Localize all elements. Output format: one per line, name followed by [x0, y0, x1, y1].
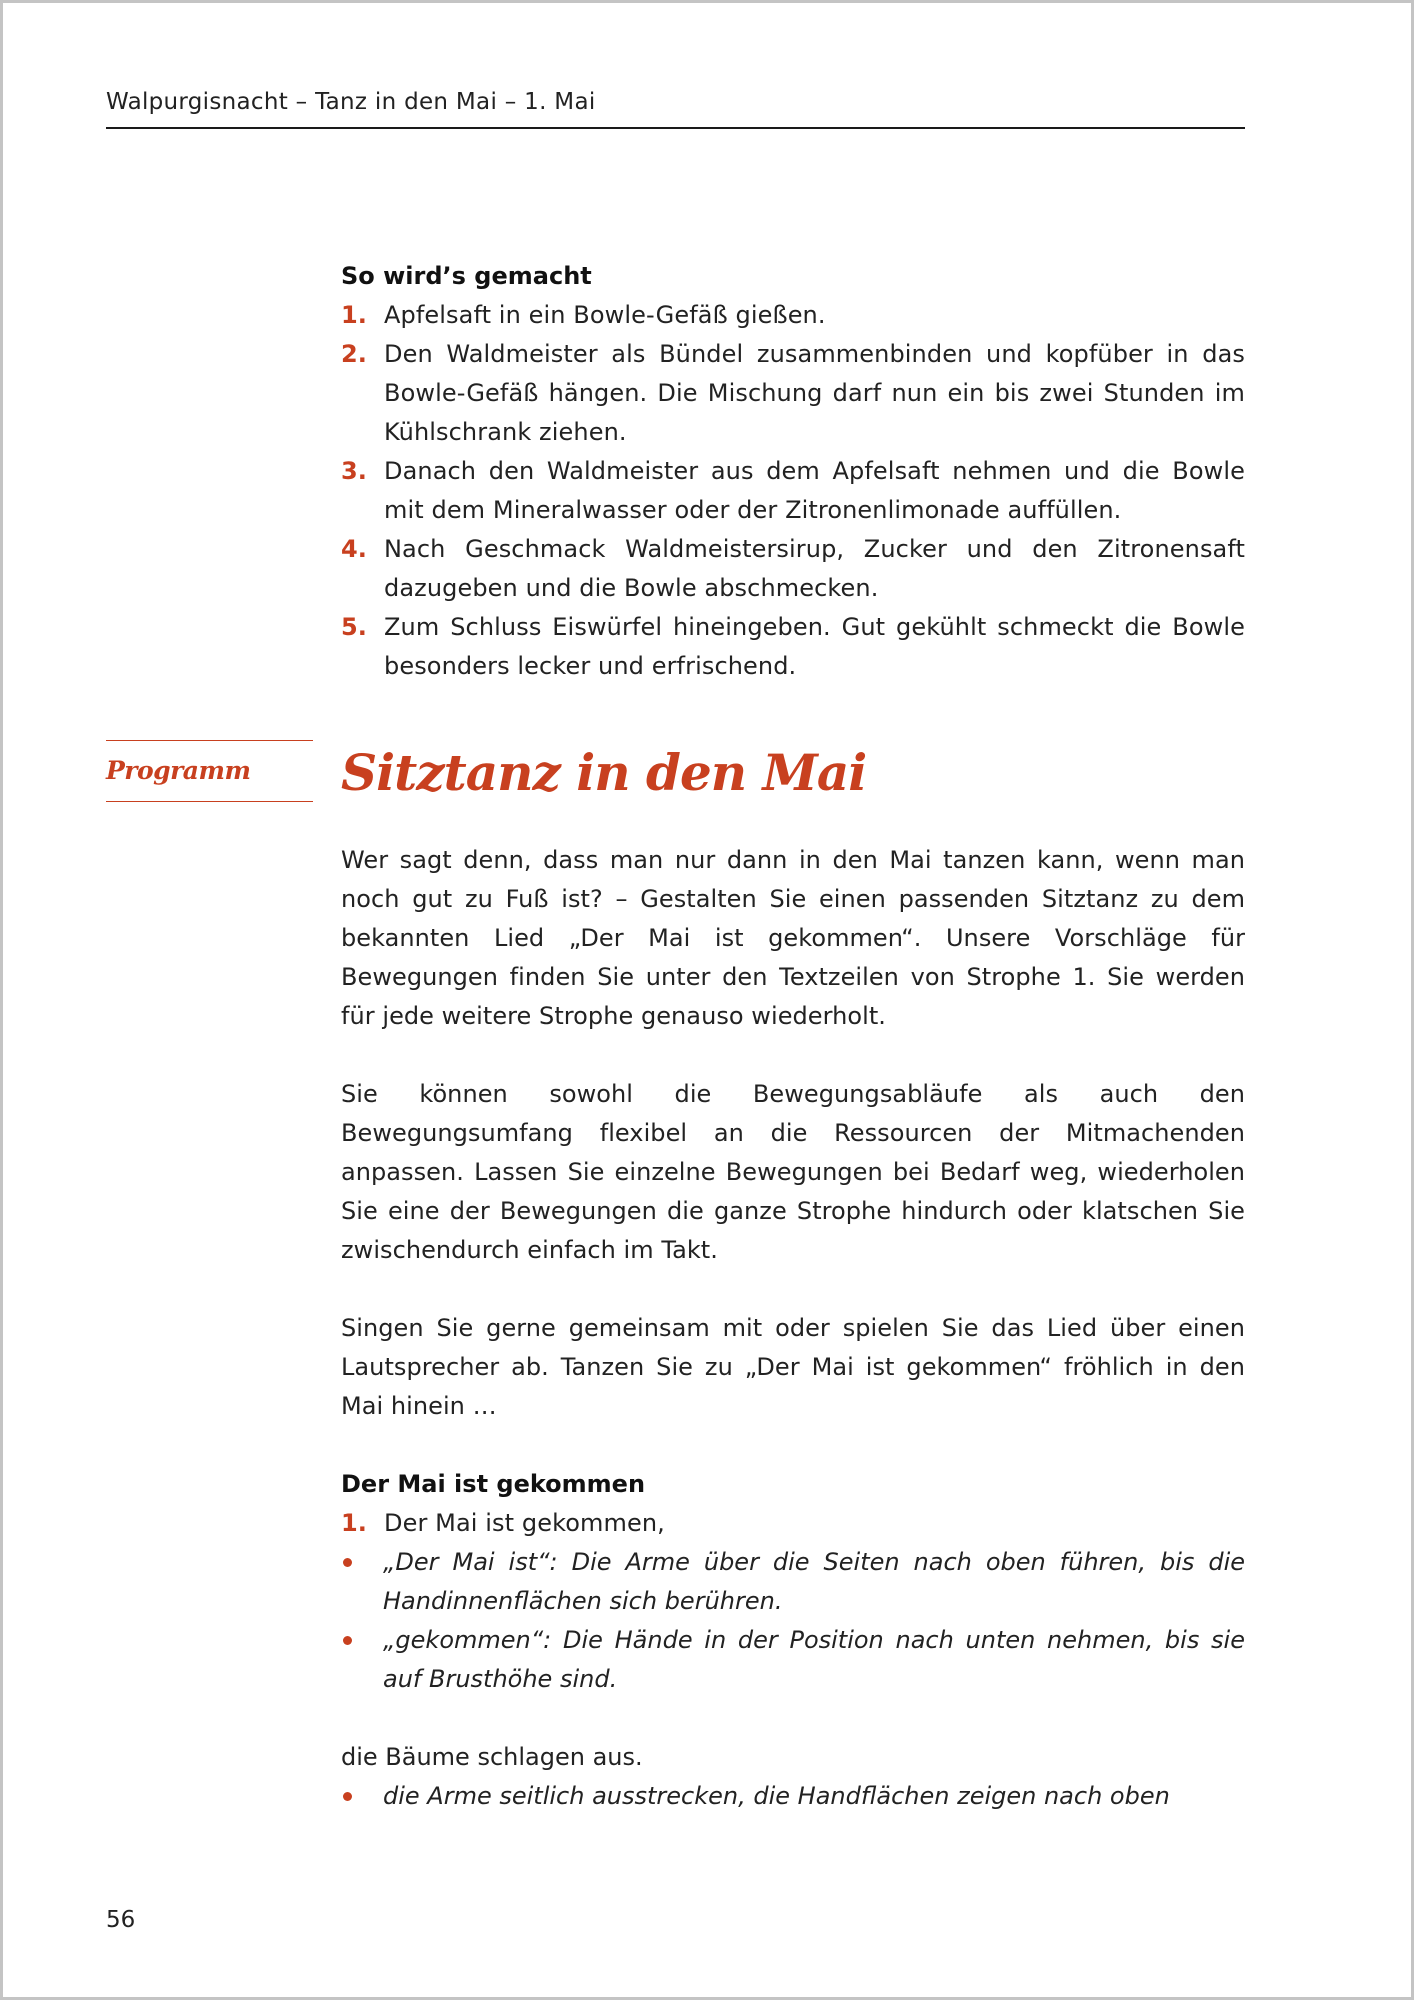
step-number: 3. — [341, 457, 368, 485]
list-item — [341, 1621, 1245, 1699]
instructions-heading: So wird’s gemacht — [341, 262, 592, 290]
step-text: Den Waldmeister als Bündel zusammenbinden und kopfüber in das Bowle-Gefäß hängen. Die Mischung darf nun ein bis zwei Stunden im Kühlschrank ziehen. — [384, 340, 1245, 446]
bullet-icon — [343, 1558, 352, 1567]
running-header: Walpurgisnacht – Tanz in den Mai – 1. Mai — [106, 89, 1245, 129]
step-number: 5. — [341, 613, 368, 641]
step-number: 4. — [341, 535, 368, 563]
list-item — [341, 1504, 1245, 1543]
program-title: Sitztanz in den Mai — [341, 743, 867, 802]
movement-text: „Der Mai ist“: Die Arme über die Seiten nach oben führen, bis die Handinnenflächen sich berühren. — [383, 1548, 1245, 1615]
verse-number: 1. — [341, 1509, 368, 1537]
instructions-section — [341, 257, 1245, 686]
list-item — [341, 530, 1245, 608]
step-number: 2. — [341, 340, 368, 368]
step-text: Danach den Waldmeister aus dem Apfelsaft nehmen und die Bowle mit dem Mineralwasser oder der Zitronenlimonade auffüllen. — [384, 457, 1245, 524]
movement-text: „gekommen“: Die Hände in der Position nach unten nehmen, bis sie auf Brusthöhe sind. — [383, 1626, 1245, 1693]
list-item — [341, 296, 1245, 335]
program-paragraph: Wer sagt denn, dass man nur dann in den Mai tanzen kann, wenn man noch gut zu Fuß ist? – Gestalten Sie einen passenden Sitztanz zu dem bekannten Lied „Der Mai ist gekommen“. Unsere Vorschläge für Bewegungen finden Sie unter den Textzeilen von Strophe 1. Sie werden für jede weitere Strophe genauso wiederholt. — [341, 846, 1245, 1030]
list-item — [341, 1777, 1245, 1816]
list-item — [341, 335, 1245, 452]
song-line: die Bäume schlagen aus. — [341, 1743, 643, 1771]
program-paragraph: Singen Sie gerne gemeinsam mit oder spielen Sie das Lied über einen Lautsprecher ab. Tanzen Sie zu „Der Mai ist gekommen“ fröhlich in den Mai hinein … — [341, 1314, 1245, 1420]
bullet-icon — [343, 1636, 352, 1645]
instructions-list — [341, 296, 1245, 686]
verse-line: Der Mai ist gekommen, — [384, 1509, 665, 1537]
program-paragraph: Sie können sowohl die Bewegungsabläufe als auch den Bewegungsumfang flexibel an die Ressourcen der Mitmachenden anpassen. Lassen Sie einzelne Bewegungen bei Bedarf weg, wiederholen Sie eine der Bewegungen die ganze Strophe hindurch oder klatschen Sie zwischendurch einfach im Takt. — [341, 1080, 1245, 1264]
movement-text: die Arme seitlich ausstrecken, die Handflächen zeigen nach oben — [383, 1782, 1170, 1810]
sidebar-label-programm: Programm — [106, 740, 313, 802]
song-heading: Der Mai ist gekommen — [341, 1470, 646, 1498]
page-number: 56 — [106, 1907, 136, 1933]
movement-list — [341, 1777, 1245, 1816]
step-text: Zum Schluss Eiswürfel hineingeben. Gut gekühlt schmeckt die Bowle besonders lecker und erfrischend. — [384, 613, 1245, 680]
step-text: Nach Geschmack Waldmeistersirup, Zucker und den Zitronensaft dazugeben und die Bowle abschmecken. — [384, 535, 1245, 602]
list-item — [341, 1543, 1245, 1621]
list-item — [341, 608, 1245, 686]
list-item — [341, 452, 1245, 530]
movement-list — [341, 1543, 1245, 1699]
program-body — [341, 841, 1245, 1816]
step-number: 1. — [341, 301, 368, 329]
bullet-icon — [343, 1792, 352, 1801]
song-verse-list — [341, 1504, 1245, 1543]
step-text: Apfelsaft in ein Bowle-Gefäß gießen. — [384, 301, 826, 329]
